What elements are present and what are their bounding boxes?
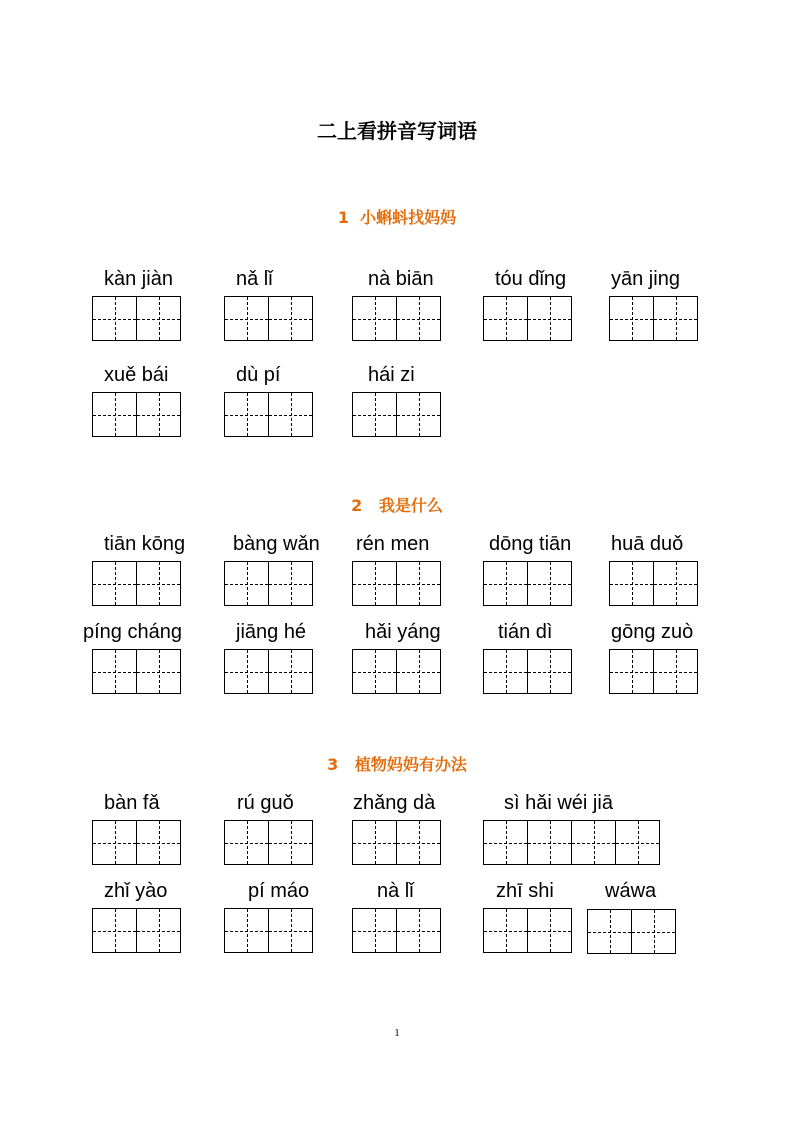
writing-boxes (352, 820, 440, 865)
pinyin-label: píng cháng (83, 621, 182, 643)
writing-boxes (352, 908, 440, 953)
writing-cell[interactable] (483, 820, 528, 865)
writing-cell[interactable] (352, 392, 397, 437)
writing-boxes (483, 908, 571, 953)
writing-cell[interactable] (609, 649, 654, 694)
writing-boxes (352, 392, 440, 437)
writing-cell[interactable] (609, 561, 654, 606)
writing-boxes (352, 296, 440, 341)
pinyin-label: bàn fǎ (104, 792, 160, 814)
writing-boxes (587, 909, 675, 954)
section-2-heading: 2 我是什么 (351, 496, 443, 515)
pinyin-label: pí máo (248, 880, 310, 902)
writing-cell[interactable] (396, 561, 441, 606)
writing-cell[interactable] (527, 561, 572, 606)
pinyin-label: rén men (356, 533, 430, 555)
writing-cell[interactable] (92, 392, 137, 437)
writing-cell[interactable] (268, 561, 313, 606)
writing-cell[interactable] (483, 296, 528, 341)
pinyin-label: wáwa (605, 880, 657, 902)
writing-cell[interactable] (268, 296, 313, 341)
writing-cell[interactable] (527, 296, 572, 341)
pinyin-label: hái zi (368, 364, 415, 386)
writing-cell[interactable] (224, 561, 269, 606)
writing-boxes (92, 649, 180, 694)
writing-cell[interactable] (136, 908, 181, 953)
page-title: 二上看拼音写词语 (317, 119, 477, 143)
writing-boxes (92, 908, 180, 953)
writing-cell[interactable] (92, 820, 137, 865)
writing-boxes (224, 649, 312, 694)
writing-boxes (224, 296, 312, 341)
pinyin-label: yān jing (611, 268, 680, 290)
writing-boxes (92, 820, 180, 865)
pinyin-label: tiān kōng (104, 533, 186, 555)
pinyin-label: jiāng hé (236, 621, 307, 643)
pinyin-label: xuě bái (104, 364, 169, 386)
writing-boxes (92, 296, 180, 341)
writing-boxes (352, 561, 440, 606)
writing-boxes (224, 392, 312, 437)
writing-cell[interactable] (527, 820, 572, 865)
pinyin-label: bàng wǎn (233, 533, 320, 555)
writing-cell[interactable] (396, 296, 441, 341)
writing-boxes (483, 820, 659, 865)
writing-cell[interactable] (653, 561, 698, 606)
writing-cell[interactable] (224, 649, 269, 694)
pinyin-label: gōng zuò (611, 621, 694, 643)
writing-cell[interactable] (268, 908, 313, 953)
pinyin-label: zhī shi (496, 880, 554, 902)
writing-cell[interactable] (396, 392, 441, 437)
writing-cell[interactable] (92, 296, 137, 341)
writing-cell[interactable] (527, 649, 572, 694)
writing-cell[interactable] (92, 908, 137, 953)
writing-cell[interactable] (268, 649, 313, 694)
writing-cell[interactable] (92, 649, 137, 694)
writing-boxes (609, 296, 697, 341)
writing-cell[interactable] (352, 561, 397, 606)
pinyin-label: sì hǎi wéi jiā (504, 792, 613, 814)
writing-boxes (352, 649, 440, 694)
pinyin-label: zhǎng dà (353, 792, 436, 814)
writing-cell[interactable] (136, 561, 181, 606)
writing-boxes (224, 820, 312, 865)
writing-cell[interactable] (396, 649, 441, 694)
writing-cell[interactable] (653, 296, 698, 341)
pinyin-label: huā duǒ (611, 533, 684, 555)
pinyin-label: nǎ lǐ (236, 268, 273, 290)
writing-cell[interactable] (571, 820, 616, 865)
section-3-heading: 3 植物妈妈有办法 (327, 755, 467, 774)
writing-cell[interactable] (483, 649, 528, 694)
writing-cell[interactable] (224, 820, 269, 865)
writing-boxes (609, 649, 697, 694)
pinyin-label: rú guǒ (237, 792, 294, 814)
writing-cell[interactable] (352, 649, 397, 694)
writing-cell[interactable] (352, 820, 397, 865)
writing-boxes (483, 561, 571, 606)
pinyin-label: tóu dǐng (495, 268, 567, 290)
writing-cell[interactable] (268, 392, 313, 437)
writing-cell[interactable] (483, 908, 528, 953)
writing-cell[interactable] (653, 649, 698, 694)
writing-cell[interactable] (352, 908, 397, 953)
section-1-heading: 1 小蝌蚪找妈妈 (337, 208, 457, 227)
pinyin-label: zhǐ yào (104, 880, 168, 902)
writing-cell[interactable] (224, 908, 269, 953)
writing-cell[interactable] (224, 296, 269, 341)
pinyin-label: dōng tiān (489, 533, 572, 555)
writing-cell[interactable] (136, 649, 181, 694)
writing-boxes (609, 561, 697, 606)
pinyin-label: dù pí (236, 364, 281, 386)
writing-cell[interactable] (587, 909, 632, 954)
pinyin-label: kàn jiàn (104, 268, 173, 290)
pinyin-label: hǎi yáng (365, 621, 441, 643)
pinyin-label: nà lǐ (377, 880, 414, 902)
pinyin-label: nà biān (368, 268, 434, 290)
writing-boxes (224, 561, 312, 606)
writing-cell[interactable] (615, 820, 660, 865)
writing-boxes (483, 296, 571, 341)
writing-cell[interactable] (224, 392, 269, 437)
writing-boxes (92, 392, 180, 437)
writing-cell[interactable] (483, 561, 528, 606)
writing-cell[interactable] (136, 820, 181, 865)
writing-boxes (224, 908, 312, 953)
writing-cell[interactable] (92, 561, 137, 606)
page-number: 1 (394, 1027, 400, 1039)
writing-cell[interactable] (527, 908, 572, 953)
writing-cell[interactable] (352, 296, 397, 341)
writing-cell[interactable] (631, 909, 676, 954)
writing-cell[interactable] (136, 392, 181, 437)
writing-cell[interactable] (268, 820, 313, 865)
writing-cell[interactable] (136, 296, 181, 341)
writing-boxes (483, 649, 571, 694)
writing-boxes (92, 561, 180, 606)
writing-cell[interactable] (396, 820, 441, 865)
writing-cell[interactable] (396, 908, 441, 953)
writing-cell[interactable] (609, 296, 654, 341)
pinyin-label: tián dì (498, 621, 553, 643)
